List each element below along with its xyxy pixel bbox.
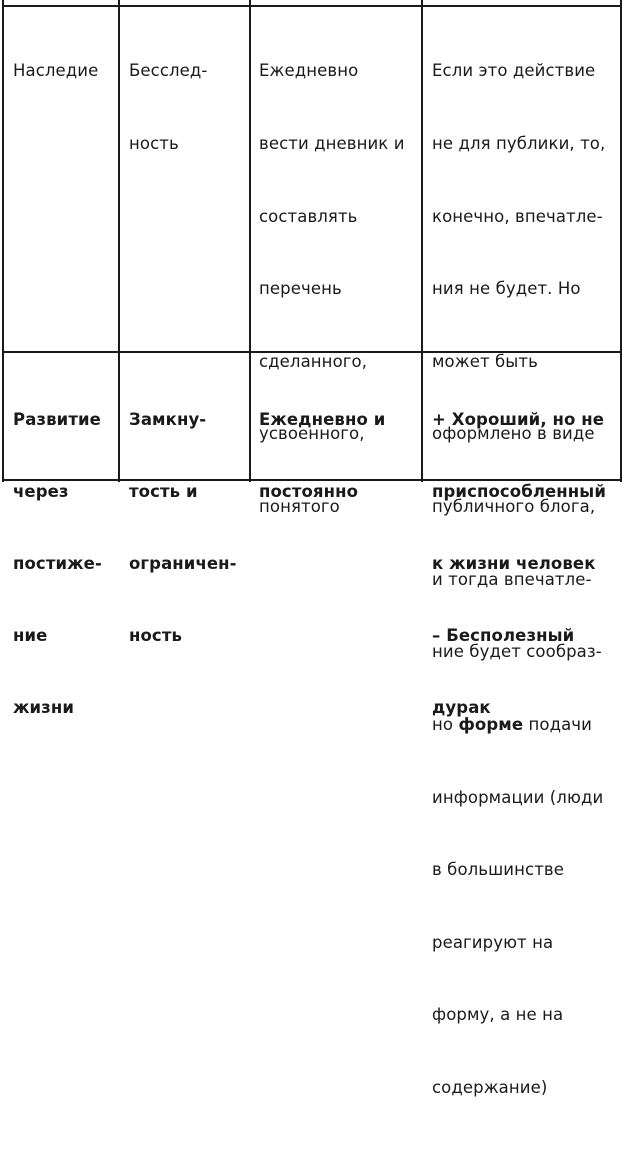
cell-text: Развитие — [13, 410, 101, 429]
cell-text: информации (люди — [432, 787, 604, 807]
row2-col3-cell — [259, 360, 385, 552]
cell-text: и тогда впечатле- — [432, 569, 592, 589]
cell-text: подачи — [523, 714, 592, 734]
cell-text: приспособленный — [432, 482, 606, 501]
cell-text: ния не будет. Но — [432, 279, 581, 299]
cell-text: к жизни человек — [432, 554, 596, 573]
cell-text: Наследие — [13, 61, 99, 81]
cell-text: Замкну- — [129, 410, 207, 429]
cell-text: ность — [129, 134, 179, 154]
cell-text: ограничен- — [129, 554, 237, 573]
cell-text: реагируют на — [432, 932, 554, 952]
cell-text: Если это действие — [432, 61, 596, 81]
cell-text: вести дневник и — [259, 134, 405, 154]
cell-text: постоянно — [259, 482, 359, 501]
row2-col1-cell — [13, 360, 102, 768]
cell-text: перечень — [259, 279, 342, 299]
cell-text: Бесслед- — [129, 61, 208, 81]
row1-col1-cell — [13, 11, 98, 132]
cell-text: может быть — [432, 351, 538, 371]
table-border-right — [620, 0, 622, 482]
table-border-top — [2, 5, 622, 7]
cell-text: Ежедневно — [259, 61, 359, 81]
table-border-col3 — [421, 0, 423, 482]
row2-col2-cell — [129, 360, 237, 696]
cell-text: составлять — [259, 206, 358, 226]
cell-text: оформлено в виде — [432, 424, 595, 444]
row1-col2-cell — [129, 11, 207, 205]
cell-text: + Хороший, но не — [432, 410, 605, 429]
emphasized-word: форме — [458, 714, 524, 734]
table-border-col1 — [118, 0, 120, 482]
cell-text: в большинстве — [432, 860, 564, 880]
cell-text: ние — [13, 626, 48, 645]
cell-text: ние будет сообраз- — [432, 642, 602, 662]
cell-text: через — [13, 482, 69, 501]
cell-text: публичного блога, — [432, 497, 596, 517]
cell-text: Ежедневно и — [259, 410, 386, 429]
cell-text: жизни — [13, 698, 75, 717]
cell-text: конечно, впечатле- — [432, 206, 603, 226]
table-border-left — [2, 0, 4, 482]
cell-text: форму, а не на — [432, 1005, 564, 1025]
cell-text: дурак — [432, 698, 491, 717]
cell-text: усвоенного, — [259, 424, 365, 444]
cell-text: не для публики, то, — [432, 134, 606, 154]
cell-text: но — [432, 714, 459, 734]
cell-text: – Бесполезный — [432, 626, 575, 645]
cell-text: постиже- — [13, 554, 102, 573]
cell-text: сделанного, — [259, 351, 368, 371]
table-border-col2 — [249, 0, 251, 482]
cell-text: понятого — [259, 497, 340, 517]
cell-text: содержание) — [432, 1077, 548, 1097]
row2-col4-cell — [432, 360, 606, 768]
cell-text: ность — [129, 626, 183, 645]
cell-text: тость и — [129, 482, 198, 501]
